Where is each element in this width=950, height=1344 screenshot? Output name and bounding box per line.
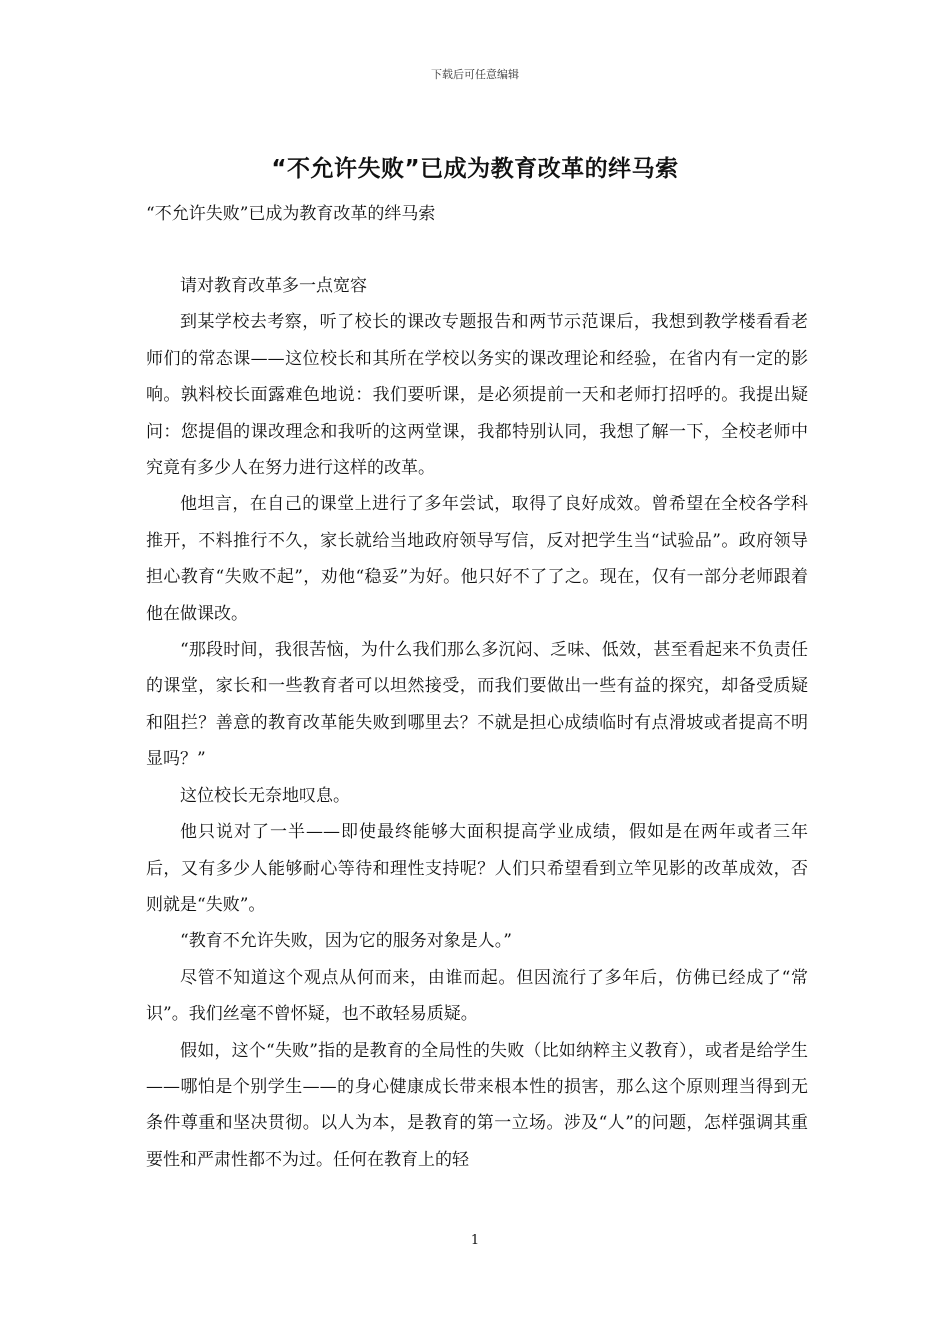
paragraph: 他坦言，在自己的课堂上进行了多年尝试，取得了良好成效。曾希望在全校各学科推开，不料推行不久，家长就给当地政府领导写信，反对把学生当“试验品”。政府领导担心教育“失败不起”，劝他“稳妥”为好。他只好不了了之。现在，仅有一部分老师跟着他在做课改。 — [146, 494, 808, 624]
page-header-note: 下载后可任意编辑 — [431, 68, 519, 81]
page-number: 1 — [470, 1233, 480, 1248]
document-title: “不允许失败”已成为教育改革的绊马索 — [271, 156, 679, 182]
paragraph: 他只说对了一半——即使最终能够大面积提高学业成绩，假如是在两年或者三年后，又有多少人能够耐心等待和理性支持呢？人们只希望看到立竿见影的改革成效，否则就是“失败”。 — [146, 822, 808, 915]
paragraph: 到某学校去考察，听了校长的课改专题报告和两节示范课后，我想到教学楼看看老师们的常态课——这位校长和其所在学校以务实的课改理论和经验，在省内有一定的影响。孰料校长面露难色地说：我们要听课，是必须提前一天和老师打招呼的。我提出疑问：您提倡的课改理念和我听的这两堂课，我都特别认同，我想了解一下，全校老师中究竟有多少人在努力进行这样的改革。 — [146, 312, 808, 479]
document-body — [146, 268, 808, 1178]
paragraph: 假如，这个“失败”指的是教育的全局性的失败（比如纳粹主义教育），或者是给学生——哪怕是个别学生——的身心健康成长带来根本性的损害，那么这个原则理当得到无条件尊重和坚决贯彻。以人为本，是教育的第一立场。涉及“人”的问题，怎样强调其重要性和严肃性都不为过。任何在教育上的轻 — [146, 1040, 808, 1170]
paragraph-quote: “那段时间，我很苦恼，为什么我们那么多沉闷、乏味、低效，甚至看起来不负责任的课堂，家长和一些教育者可以坦然接受，而我们要做出一些有益的探究，却备受质疑和阻拦？善意的教育改革能失败到哪里去？不就是担心成绩临时有点滑坡或者提高不明显吗？” — [146, 640, 808, 770]
paragraph: 这位校长无奈地叹息。 — [180, 785, 350, 806]
document-subtitle: “不允许失败”已成为教育改革的绊马索 — [146, 204, 436, 224]
paragraph-heading: 请对教育改革多一点宽容 — [180, 276, 367, 296]
paragraph: 尽管不知道这个观点从何而来，由谁而起。但因流行了多年后，仿佛已经成了“常识”。我们丝毫不曾怀疑，也不敢轻易质疑。 — [146, 967, 808, 1025]
paragraph-quote: “教育不允许失败，因为它的服务对象是人。” — [180, 931, 512, 952]
